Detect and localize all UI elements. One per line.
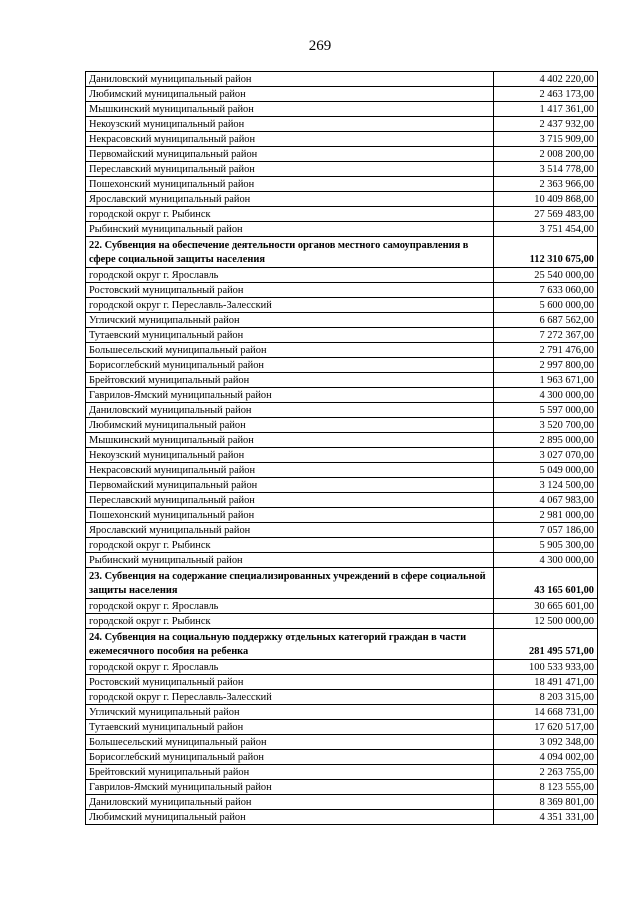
recipient-name: Угличский муниципальный район <box>86 313 494 328</box>
recipient-name: Гаврилов-Ямский муниципальный район <box>86 780 494 795</box>
amount-cell: 2 981 000,00 <box>494 508 598 523</box>
amount-cell: 18 491 471,00 <box>494 675 598 690</box>
recipient-name: Любимский муниципальный район <box>86 418 494 433</box>
recipient-name: Тутаевский муниципальный район <box>86 328 494 343</box>
table-row <box>86 147 598 162</box>
amount-cell: 4 402 220,00 <box>494 72 598 87</box>
recipient-name: Любимский муниципальный район <box>86 810 494 825</box>
table-row <box>86 705 598 720</box>
amount-cell: 4 067 983,00 <box>494 493 598 508</box>
recipient-name: Большесельский муниципальный район <box>86 735 494 750</box>
amount-cell: 3 092 348,00 <box>494 735 598 750</box>
amount-cell: 2 463 173,00 <box>494 87 598 102</box>
table-row <box>86 675 598 690</box>
recipient-name: Любимский муниципальный район <box>86 87 494 102</box>
amount-cell: 3 520 700,00 <box>494 418 598 433</box>
table-row <box>86 810 598 825</box>
table-row <box>86 614 598 629</box>
table-row <box>86 283 598 298</box>
section-title: 23. Субвенция на содержание специализированных учреждений в сфере социальной защиты населения <box>86 568 494 599</box>
table-row <box>86 222 598 237</box>
section-title: 24. Субвенция на социальную поддержку отдельных категорий граждан в части ежемесячного пособия на ребенка <box>86 629 494 660</box>
recipient-name: Брейтовский муниципальный район <box>86 373 494 388</box>
table-row <box>86 538 598 553</box>
amount-cell: 7 633 060,00 <box>494 283 598 298</box>
amount-cell: 12 500 000,00 <box>494 614 598 629</box>
recipient-name: городской округ г. Ярославль <box>86 268 494 283</box>
table-row <box>86 508 598 523</box>
recipient-name: Большесельский муниципальный район <box>86 343 494 358</box>
section-title: 22. Субвенция на обеспечение деятельности органов местного самоуправления в сфере социальной защиты населения <box>86 237 494 268</box>
amount-cell: 4 300 000,00 <box>494 388 598 403</box>
table-row <box>86 343 598 358</box>
table-row <box>86 192 598 207</box>
table-row <box>86 268 598 283</box>
subvention-table <box>85 71 598 825</box>
amount-cell: 30 665 601,00 <box>494 599 598 614</box>
recipient-name: Первомайский муниципальный район <box>86 478 494 493</box>
section-header-row <box>86 237 598 268</box>
recipient-name: Гаврилов-Ямский муниципальный район <box>86 388 494 403</box>
table-row <box>86 433 598 448</box>
amount-cell: 4 351 331,00 <box>494 810 598 825</box>
table-row <box>86 463 598 478</box>
table-row <box>86 373 598 388</box>
table-row <box>86 87 598 102</box>
amount-cell: 10 409 868,00 <box>494 192 598 207</box>
recipient-name: Угличский муниципальный район <box>86 705 494 720</box>
amount-cell: 3 751 454,00 <box>494 222 598 237</box>
amount-cell: 2 895 000,00 <box>494 433 598 448</box>
table-row <box>86 403 598 418</box>
section-header-row <box>86 629 598 660</box>
recipient-name: Мышкинский муниципальный район <box>86 433 494 448</box>
table-row <box>86 207 598 222</box>
amount-cell: 8 123 555,00 <box>494 780 598 795</box>
recipient-name: Ростовский муниципальный район <box>86 283 494 298</box>
table-row <box>86 690 598 705</box>
recipient-name: Борисоглебский муниципальный район <box>86 358 494 373</box>
recipient-name: Борисоглебский муниципальный район <box>86 750 494 765</box>
recipient-name: Некоузский муниципальный район <box>86 117 494 132</box>
recipient-name: Переславский муниципальный район <box>86 162 494 177</box>
table-row <box>86 102 598 117</box>
amount-cell: 2 997 800,00 <box>494 358 598 373</box>
amount-cell: 2 791 476,00 <box>494 343 598 358</box>
table-row <box>86 328 598 343</box>
table-row <box>86 478 598 493</box>
amount-cell: 7 272 367,00 <box>494 328 598 343</box>
section-total: 112 310 675,00 <box>494 237 598 268</box>
table-row <box>86 523 598 538</box>
amount-cell: 5 049 000,00 <box>494 463 598 478</box>
recipient-name: городской округ г. Переславль-Залесский <box>86 690 494 705</box>
recipient-name: Первомайский муниципальный район <box>86 147 494 162</box>
table-row <box>86 493 598 508</box>
section-header-row <box>86 568 598 599</box>
amount-cell: 8 203 315,00 <box>494 690 598 705</box>
amount-cell: 8 369 801,00 <box>494 795 598 810</box>
recipient-name: Даниловский муниципальный район <box>86 72 494 87</box>
recipient-name: Рыбинский муниципальный район <box>86 553 494 568</box>
recipient-name: городской округ г. Рыбинск <box>86 614 494 629</box>
recipient-name: Переславский муниципальный район <box>86 493 494 508</box>
table-body <box>86 72 598 825</box>
amount-cell: 6 687 562,00 <box>494 313 598 328</box>
amount-cell: 4 094 002,00 <box>494 750 598 765</box>
table-row <box>86 780 598 795</box>
amount-cell: 27 569 483,00 <box>494 207 598 222</box>
amount-cell: 5 597 000,00 <box>494 403 598 418</box>
table-row <box>86 162 598 177</box>
recipient-name: Тутаевский муниципальный район <box>86 720 494 735</box>
amount-cell: 2 363 966,00 <box>494 177 598 192</box>
table-row <box>86 358 598 373</box>
recipient-name: Пошехонский муниципальный район <box>86 177 494 192</box>
table-row <box>86 720 598 735</box>
table-row <box>86 177 598 192</box>
table-row <box>86 132 598 147</box>
amount-cell: 3 715 909,00 <box>494 132 598 147</box>
table-row <box>86 765 598 780</box>
recipient-name: Некрасовский муниципальный район <box>86 132 494 147</box>
amount-cell: 25 540 000,00 <box>494 268 598 283</box>
table-row <box>86 735 598 750</box>
recipient-name: Брейтовский муниципальный район <box>86 765 494 780</box>
amount-cell: 3 027 070,00 <box>494 448 598 463</box>
recipient-name: городской округ г. Ярославль <box>86 599 494 614</box>
table-row <box>86 388 598 403</box>
recipient-name: Даниловский муниципальный район <box>86 403 494 418</box>
table-row <box>86 313 598 328</box>
table-row <box>86 660 598 675</box>
recipient-name: Некрасовский муниципальный район <box>86 463 494 478</box>
amount-cell: 3 124 500,00 <box>494 478 598 493</box>
table-row <box>86 117 598 132</box>
recipient-name: Даниловский муниципальный район <box>86 795 494 810</box>
amount-cell: 2 263 755,00 <box>494 765 598 780</box>
recipient-name: городской округ г. Ярославль <box>86 660 494 675</box>
amount-cell: 14 668 731,00 <box>494 705 598 720</box>
recipient-name: городской округ г. Рыбинск <box>86 207 494 222</box>
recipient-name: городской округ г. Рыбинск <box>86 538 494 553</box>
amount-cell: 2 008 200,00 <box>494 147 598 162</box>
amount-cell: 5 905 300,00 <box>494 538 598 553</box>
table-row <box>86 599 598 614</box>
table-row <box>86 298 598 313</box>
table-row <box>86 418 598 433</box>
recipient-name: Ростовский муниципальный район <box>86 675 494 690</box>
amount-cell: 1 963 671,00 <box>494 373 598 388</box>
recipient-name: Ярославский муниципальный район <box>86 192 494 207</box>
table-row <box>86 553 598 568</box>
amount-cell: 7 057 186,00 <box>494 523 598 538</box>
recipient-name: Некоузский муниципальный район <box>86 448 494 463</box>
amount-cell: 100 533 933,00 <box>494 660 598 675</box>
amount-cell: 4 300 000,00 <box>494 553 598 568</box>
amount-cell: 1 417 361,00 <box>494 102 598 117</box>
recipient-name: Рыбинский муниципальный район <box>86 222 494 237</box>
recipient-name: Пошехонский муниципальный район <box>86 508 494 523</box>
section-total: 43 165 601,00 <box>494 568 598 599</box>
recipient-name: городской округ г. Переславль-Залесский <box>86 298 494 313</box>
recipient-name: Ярославский муниципальный район <box>86 523 494 538</box>
table-row <box>86 72 598 87</box>
page-number: 269 <box>308 38 332 54</box>
section-total: 281 495 571,00 <box>494 629 598 660</box>
table-row <box>86 795 598 810</box>
table-row <box>86 750 598 765</box>
amount-cell: 3 514 778,00 <box>494 162 598 177</box>
amount-cell: 2 437 932,00 <box>494 117 598 132</box>
amount-cell: 5 600 000,00 <box>494 298 598 313</box>
amount-cell: 17 620 517,00 <box>494 720 598 735</box>
recipient-name: Мышкинский муниципальный район <box>86 102 494 117</box>
table-row <box>86 448 598 463</box>
